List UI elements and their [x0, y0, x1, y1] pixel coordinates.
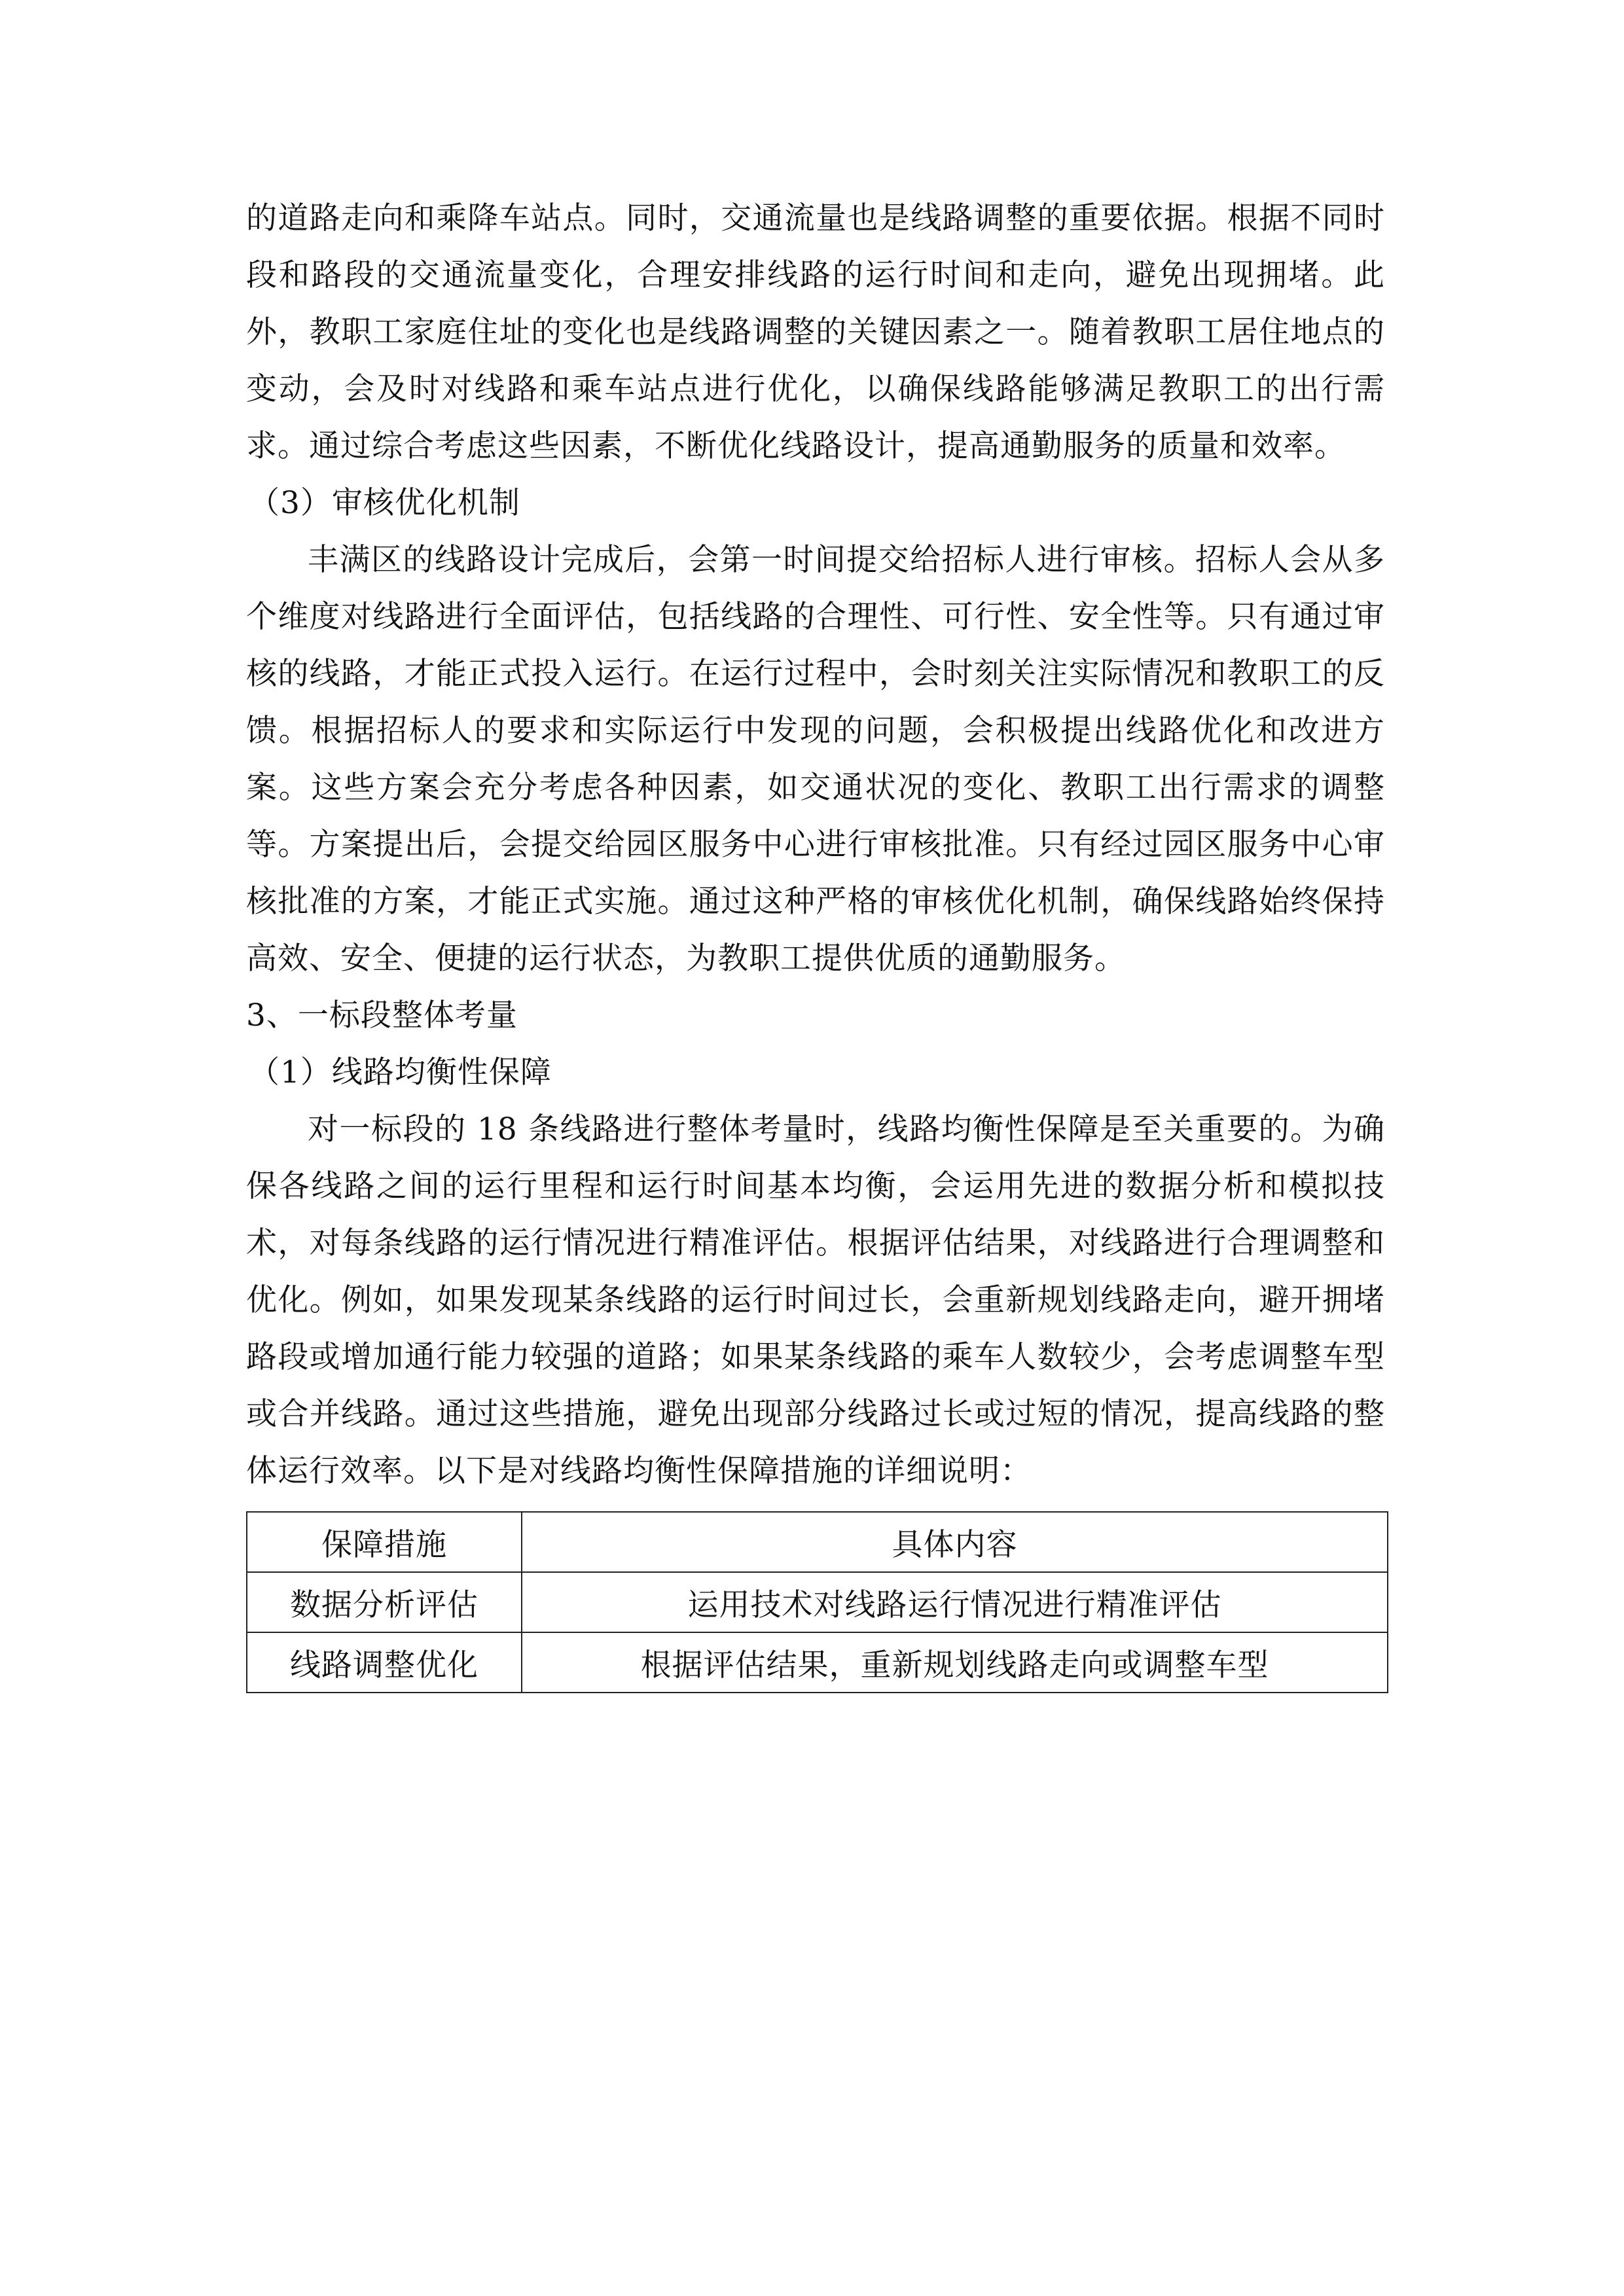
table-header-cell: 具体内容 [522, 1512, 1388, 1572]
table-header-row [247, 1512, 1388, 1572]
table-cell: 运用技术对线路运行情况进行精准评估 [522, 1572, 1388, 1632]
heading-review-mechanism: （3）审核优化机制 [249, 485, 520, 521]
paragraph-route-adjustment: 的道路走向和乘降车站点。同时，交通流量也是线路调整的重要依据。根据不同时段和路段的交通流量变化，合理安排线路的运行时间和走向，避免出现拥堵。此外，教职工家庭住址的变化也是线路调整的关键因素之一。随着教职工居住地点的变动，会及时对线路和乘车站点进行优化，以确保线路能够满足教职工的出行需求。通过综合考虑这些因素，不断优化线路设计，提高通勤服务的质量和效率。 [246, 200, 1385, 464]
heading-section-3: 3、一标段整体考量 [246, 997, 518, 1033]
document-page [246, 190, 1385, 1693]
table-cell: 线路调整优化 [247, 1632, 522, 1693]
heading-route-balance: （1）线路均衡性保障 [249, 1054, 552, 1090]
table-row [247, 1632, 1388, 1693]
table-cell: 数据分析评估 [247, 1572, 522, 1632]
table-row [247, 1572, 1388, 1632]
table-header-cell: 保障措施 [247, 1512, 522, 1572]
table-cell: 根据评估结果，重新规划线路走向或调整车型 [522, 1632, 1388, 1693]
measures-table [246, 1511, 1388, 1693]
paragraph-review-mechanism: 丰满区的线路设计完成后，会第一时间提交给招标人进行审核。招标人会从多个维度对线路进行全面评估，包括线路的合理性、可行性、安全性等。只有通过审核的线路，才能正式投入运行。在运行过程中，会时刻关注实际情况和教职工的反馈。根据招标人的要求和实际运行中发现的问题，会积极提出线路优化和改进方案。这些方案会充分考虑各种因素，如交通状况的变化、教职工出行需求的调整等。方案提出后，会提交给园区服务中心进行审核批准。只有经过园区服务中心审核批准的方案，才能正式实施。通过这种严格的审核优化机制，确保线路始终保持高效、安全、便捷的运行状态，为教职工提供优质的通勤服务。 [246, 542, 1385, 977]
paragraph-route-balance: 对一标段的 18 条线路进行整体考量时，线路均衡性保障是至关重要的。为确保各线路之间的运行里程和运行时间基本均衡，会运用先进的数据分析和模拟技术，对每条线路的运行情况进行精准评估。根据评估结果，对线路进行合理调整和优化。例如，如果发现某条线路的运行时间过长，会重新规划线路走向，避开拥堵路段或增加通行能力较强的道路；如果某条线路的乘车人数较少，会考虑调整车型或合并线路。通过这些措施，避免出现部分线路过长或过短的情况，提高线路的整体运行效率。以下是对线路均衡性保障措施的详细说明： [246, 1111, 1385, 1489]
